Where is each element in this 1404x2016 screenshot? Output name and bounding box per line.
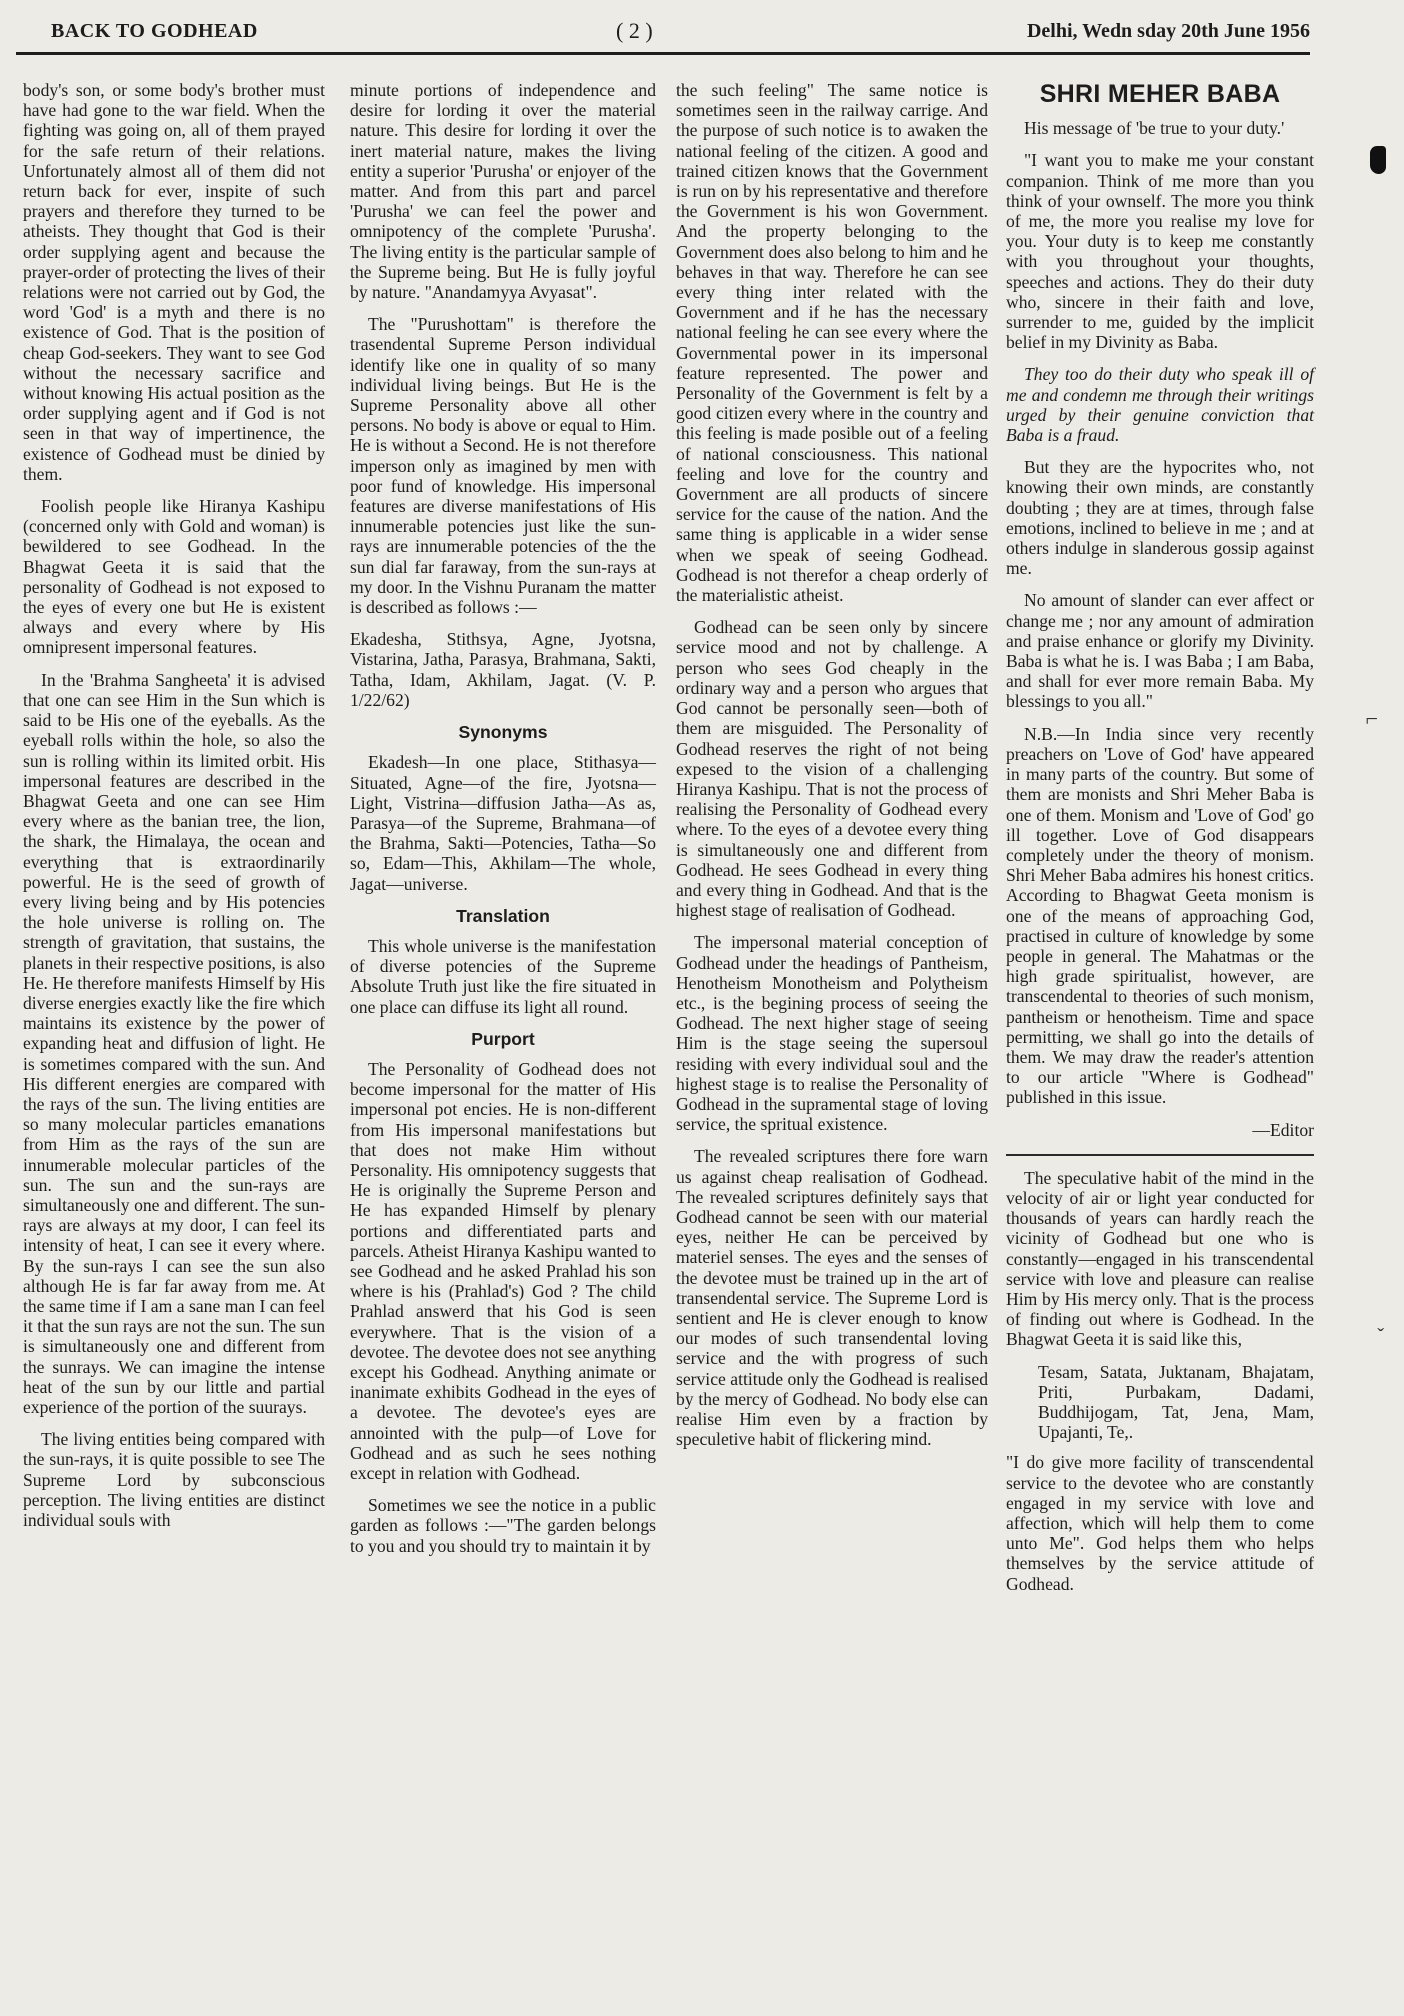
paragraph: "I do give more facility of transcendental service to the devotee who are constantly engaged in my service with love and affection, which will help them to come unto Me". God helps them who helps themselves by the service attitude of Godhead. (1006, 1452, 1314, 1594)
paragraph: The impersonal material conception of Godhead under the headings of Pantheism, Henotheism Monotheism and Polytheism etc., is the begining process of seeing the Godhead. The next higher stage of seeing Him is the stage seeing the supersoul residing with every individual soul and the highest stage is to realise the Personality of Godhead in the supramental stage of loving service, the spritual existence. (676, 932, 988, 1135)
paragraph: N.B.—In India since very recently preachers on 'Love of God' have appeared in many parts of the country. But some of them are monists and Shri Meher Baba is one of them. Monism and 'Love of God' go ill together. Love of God disappears completely under the theory of monism. Shri Meher Baba admires his honest critics. According to Bhagwat Geeta monism is one of the means of approaching God, practised in culture of knowledge by some people in general. The Mahatmas or the high grade spiritualist, however, are transcendental to theories of such monism, pantheism or henotheism. Time and space permitting, we shall go into the details of them. We may draw the reader's attention to our article "Where is Godhead" published in this issue. (1006, 723, 1314, 1108)
column-2 (350, 80, 656, 1568)
translation-text: This whole universe is the manifestation of diverse potencies of the Supreme Absolute Truth just like the fire situated in one place can diffuse its light all round. (350, 935, 656, 1017)
margin-mark: ⌐ (1365, 706, 1378, 731)
paragraph: body's son, or some body's brother must have had gone to the war field. When the fighting was going on, all of them prayed for the safe return of their relations. Unfortunately almost all of them did not return back for ever, inspite of such prayers and therefore they turned to be atheists. They thought that God is their order supplying agent and because the prayer-order of protecting the lives of their relations were not carried out by God, the word 'God' is a myth and there is no existence of God. That is the position of cheap God-seekers. They want to see God without the necessary sacrifice and without knowing His actual position as the order supplying agent and if God is not seen in that way of impertinence, the existence of Godhead must be dinied by them. (23, 80, 325, 484)
translation-heading: Translation (456, 905, 550, 926)
paragraph: Foolish people like Hiranya Kashipu (concerned only with Gold and woman) is bewildered to see Godhead. In the Bhagwat Geeta it is said that the personality of Godhead is not exposed to the eyes of every one but He is existent always and every where by His omnipresent impersonal features. (23, 496, 325, 658)
paragraph: But they are the hypocrites who, not knowing their own minds, are constantly doubting ; they are at times, through false emotions, inclined to believe in me ; and at others indulge in slanderous gossip against me. (1006, 457, 1314, 579)
purport-heading: Purport (471, 1028, 535, 1049)
publication-name: BACK TO GODHEAD (51, 20, 258, 42)
sanskrit-verse: Tesam, Satata, Juktanam, Bhajatam, Priti, Purbakam, Dadami, Buddhijogam, Tat, Jena, Mam, Upajanti, Te,. (1038, 1361, 1314, 1443)
paragraph: The living entities being compared with the sun-rays, it is quite possible to see The Supreme Lord by subconscious perception. The living entities are distinct individual souls with (23, 1429, 325, 1531)
synonyms-heading: Synonyms (458, 722, 548, 743)
column-1 (23, 80, 325, 1542)
issue-date: Delhi, Wedn sday 20th June 1956 (1026, 20, 1310, 42)
paragraph: In the 'Brahma Sangheeta' it is advised that one can see Him in the Sun which is said to be His one of the eyeballs. As the eyeball rolls within the hole, so also the sun is rolling within its limited orbit. His impersonal features are described in the Bhagwat Geeta and one can see Him every where as the banian tree, the lion, the shark, the Himalaya, the ocean and everything that is extraordinarily powerful. He is the seed of growth of every living being and by His potencies the hole universe is rolling on. The strength of gravitation, that sustains, the planets in their respective positions, is also He. He therefore manifests Himself by His diverse energies exactly like the fire which maintains its existence by the power of expanding heat and diffusion of light. He is sometimes compared with the sun. And His different energies are compared with the rays of the sun. The living entities are so many molecular particles emanations from Him as the rays of the sun are innumerable molecular particles of the sun. The sun and the sun-rays are simultaneously one and different. The sun-rays are always at my door, I can feel its intensity of heat, I can see it every where. By the sun-rays I can see the sun also although He is far far away from me. At the same time if I am a sane man I can feel it that the sun rays are not the sun. The sun is simultaneously one and different from the sunrays. We can imagine the intense heat of the sun by our little and partial experience of the portion of the suurays. (23, 669, 325, 1417)
ink-blot (1370, 146, 1386, 174)
column-3 (676, 80, 988, 1461)
paragraph: The revealed scriptures there fore warn us against cheap realisation of Godhead. The revealed scriptures definitely says that Godhead cannot be seen with our material eyes, neither He can be perceived by materiel senses. The eyes and the senses of the devotee must be trained up in the art of transendental service. The Supreme Lord is sentient and He is clever enough to know our modes of such transendental loving service and the with progress of such service attitude only the Godhead is realised by the mercy of Godhead. No body else can realise Him even by a fraction by speculetive habit of flickering mind. (676, 1146, 988, 1450)
paragraph: the such feeling" The same notice is sometimes seen in the railway carrige. And the purpose of such notice is to awaken the national feeling of the citizen. A good and trained citizen knows that the Government is run on by his representative and therefore the Government is his won Government. And the property belonging to the Government does also belong to him and he behaves in that way. Therefore he can see every thing inter related with the Government and if he has the necessary national feeling he can see every where the Governmental power in its impersonal feature represented. The power and Personality of the Government is felt by a good citizen every where in the country and this feeling is made posible out of a feeling of national consciousness. This national feeling and love for the country and Government are all products of sincere service for the cause of the nation. And the same thing is applicable in a wider sense when we speak of seeing Godhead. Godhead is not therefor a cheap orderly of the materialistic atheist. (676, 80, 988, 606)
paragraph: The "Purushottam" is therefore the trasendental Supreme Person individual identify like one in quality of so many individual living beings. But He is the Supreme Personality above all other persons. No body is above or equal to Him. He is without a Second. He is not therefore imperson only as imagined by men with poor fund of knowledge. His impersonal features are diverse manifestations of His innumerable potencies just like the sun-rays are innumerable potencies of the the sun dial far faraway, from the sun-rays at my door. In the Vishnu Puranam the matter is described as follows :— (350, 314, 656, 618)
synonyms-text: Ekadesh—In one place, Stithasya—Situated, Agne—of the fire, Jyotsna—Light, Vistrina—diffusion Jatha—As as, Parasya—of the Supreme, Brahmana—of the Brahma, Sakti—Potencies, Tatha—So so, Edam—This, Akhilam—The whole, Jagat—universe. (350, 752, 656, 894)
paragraph: "I want you to make me your constant companion. Think of me more than you think of your ownself. The more you think of me, the more you realise my love for you. Your duty is to keep me constantly with you throughout your thoughts, speeches and actions. They do their duty who, sincere in their faith and love, surrender to me, guided by the implicit belief in my Divinity as Baba. (1006, 150, 1314, 353)
header-rule (16, 52, 1310, 55)
masthead (16, 18, 1314, 52)
paragraph: The Personality of Godhead does not become impersonal for the matter of His impersonal pot encies. He is non-different from His impersonal manifestations but that does not make Him without Personality. His omnipotency suggests that He is originally the Supreme Person and He has expanded Himself by plenary portions and differentiated parts and parcels. Atheist Hiranya Kashipu wanted to see Godhead and he asked Prahlad his son where is his (Prahlad's) God ? The child Prahlad answerd that his God is seen everywhere. That is the vision of a devotee. The devotee does not see anything except his Godhead. Anything animate or inanimate exhibits Godhead in the eyes of a devotee. The devotee's eyes are annointed with the pulp—of Love for Godhead and as such he sees nothing except in relation with Godhead. (350, 1058, 657, 1483)
editor-signature: —Editor (1252, 1119, 1314, 1140)
article-title: SHRI MEHER BABA (1039, 80, 1281, 108)
margin-mark: ˇ (1377, 1325, 1384, 1347)
paragraph: The speculative habit of the mind in the velocity of air or light year conducted for thousands of years can hardly reach the vicinity of Godhead but one who is constantly—engaged in his transcendental service with love and pleasure can realise Him by His mercy only. That is the process of finding out where is Godhead. In the Bhagwat Geeta it is said like this, (1006, 1167, 1314, 1350)
paragraph: No amount of slander can ever affect or change me ; nor any amount of admiration and praise enhance or glorify my Divinity. Baba is what he is. I was Baba ; I am Baba, and shall for ever more remain Baba. My blessings to you all." (1006, 590, 1314, 712)
paragraph: minute portions of independence and desire for lording it over the material nature. This desire for lording it over the inert material nature, makes the living entity a superior 'Purusha' or enjoyer of the matter. And from this part and parcel 'Purusha' we can feel the power and omnipotency of the complete 'Purusha'. The living entity is the particular sample of the Supreme being. But He is fully joyful by nature. "Anandamyya Avyasat". (350, 80, 656, 303)
column-4 (1006, 80, 1314, 1606)
page-number: ( 2 ) (616, 18, 653, 43)
paragraph: Sometimes we see the notice in a public garden as follows :—"The garden belongs to you and you should try to maintain it by (350, 1495, 656, 1556)
paragraph: His message of 'be true to your duty.' (1024, 118, 1285, 139)
paragraph: Godhead can be seen only by sincere service mood and not by challenge. A person who sees God cheaply in the ordinary way and a person who argues that God cannot be personally seen—both of them are misguided. The Personality of Godhead reserves the right of not being expesed to the vision of a challenging Hiranya Kashipu. That is not the process of realising the Personality of Godhead every where. To the eyes of a devotee every thing is simultaneously one and different from Godhead. He sees Godhead in every thing and every thing in Godhead. And that is the highest stage of realisation of Godhead. (676, 617, 988, 921)
paragraph: They too do their duty who speak ill of me and condemn me through their writings urged by their genuine conviction that Baba is a fraud. (1006, 364, 1314, 446)
sanskrit-verse: Ekadesha, Stithsya, Agne, Jyotsna, Vistarina, Jatha, Parasya, Brahmana, Sakti, Tatha, Idam, Akhilam, Jagat. (V. P. 1/22/62) (350, 629, 656, 710)
section-divider (1006, 1154, 1314, 1156)
